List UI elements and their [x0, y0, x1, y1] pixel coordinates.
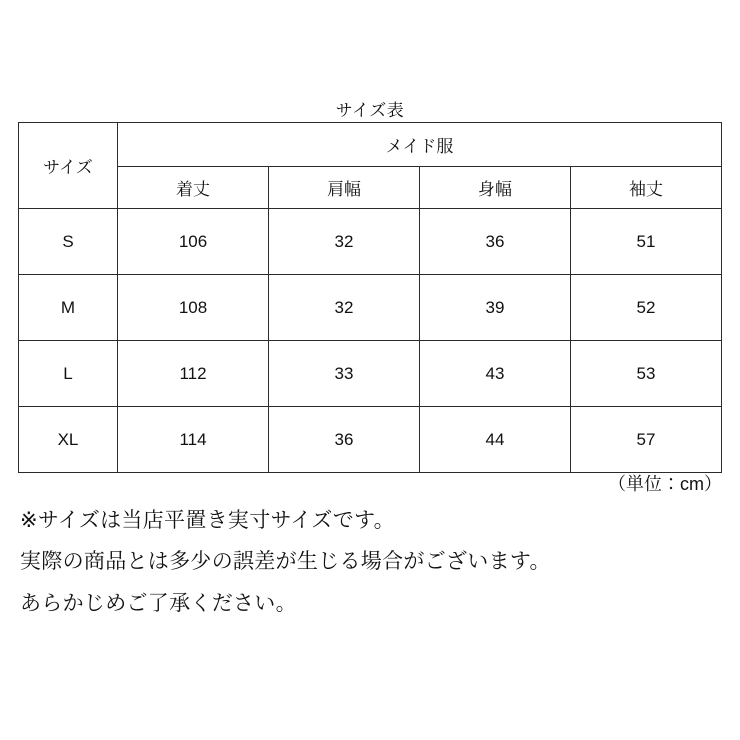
cell-xl-3: 57: [571, 407, 722, 473]
table-row: [19, 209, 722, 275]
cell-xl-0: 114: [118, 407, 269, 473]
cell-size-m: M: [19, 275, 118, 341]
table-header-row-group: [19, 123, 722, 167]
cell-m-0: 108: [118, 275, 269, 341]
table-row: [19, 275, 722, 341]
cell-m-1: 32: [269, 275, 420, 341]
table-body: [19, 209, 722, 473]
page-title: サイズ表: [335, 101, 405, 120]
cell-size-s: S: [19, 209, 118, 275]
header-group-maid: メイド服: [118, 123, 722, 167]
cell-l-1: 33: [269, 341, 420, 407]
header-column-0: 着丈: [118, 167, 269, 209]
unit-note: （単位：cm）: [608, 474, 722, 494]
note-line-2: 実際の商品とは多少の誤差が生じる場合がございます。: [20, 550, 551, 574]
cell-s-1: 32: [269, 209, 420, 275]
table-row: [19, 407, 722, 473]
table-head: [19, 123, 722, 209]
cell-l-3: 53: [571, 341, 722, 407]
cell-m-3: 52: [571, 275, 722, 341]
table-header-row-columns: [19, 167, 722, 209]
notes-block: [20, 506, 720, 630]
header-size: サイズ: [19, 123, 118, 209]
cell-s-2: 36: [420, 209, 571, 275]
note-line-1: ※サイズは当店平置き実寸サイズです。: [20, 509, 395, 532]
note-line-3: あらかじめご了承ください。: [20, 591, 297, 615]
cell-xl-1: 36: [269, 407, 420, 473]
cell-m-2: 39: [420, 275, 571, 341]
header-column-3: 袖丈: [571, 167, 722, 209]
cell-xl-2: 44: [420, 407, 571, 473]
cell-size-xl: XL: [19, 407, 118, 473]
cell-l-0: 112: [118, 341, 269, 407]
cell-l-2: 43: [420, 341, 571, 407]
cell-size-l: L: [19, 341, 118, 407]
cell-s-3: 51: [571, 209, 722, 275]
cell-s-0: 106: [118, 209, 269, 275]
size-table: [18, 122, 722, 473]
table-row: [19, 341, 722, 407]
header-column-2: 身幅: [420, 167, 571, 209]
header-column-1: 肩幅: [269, 167, 420, 209]
